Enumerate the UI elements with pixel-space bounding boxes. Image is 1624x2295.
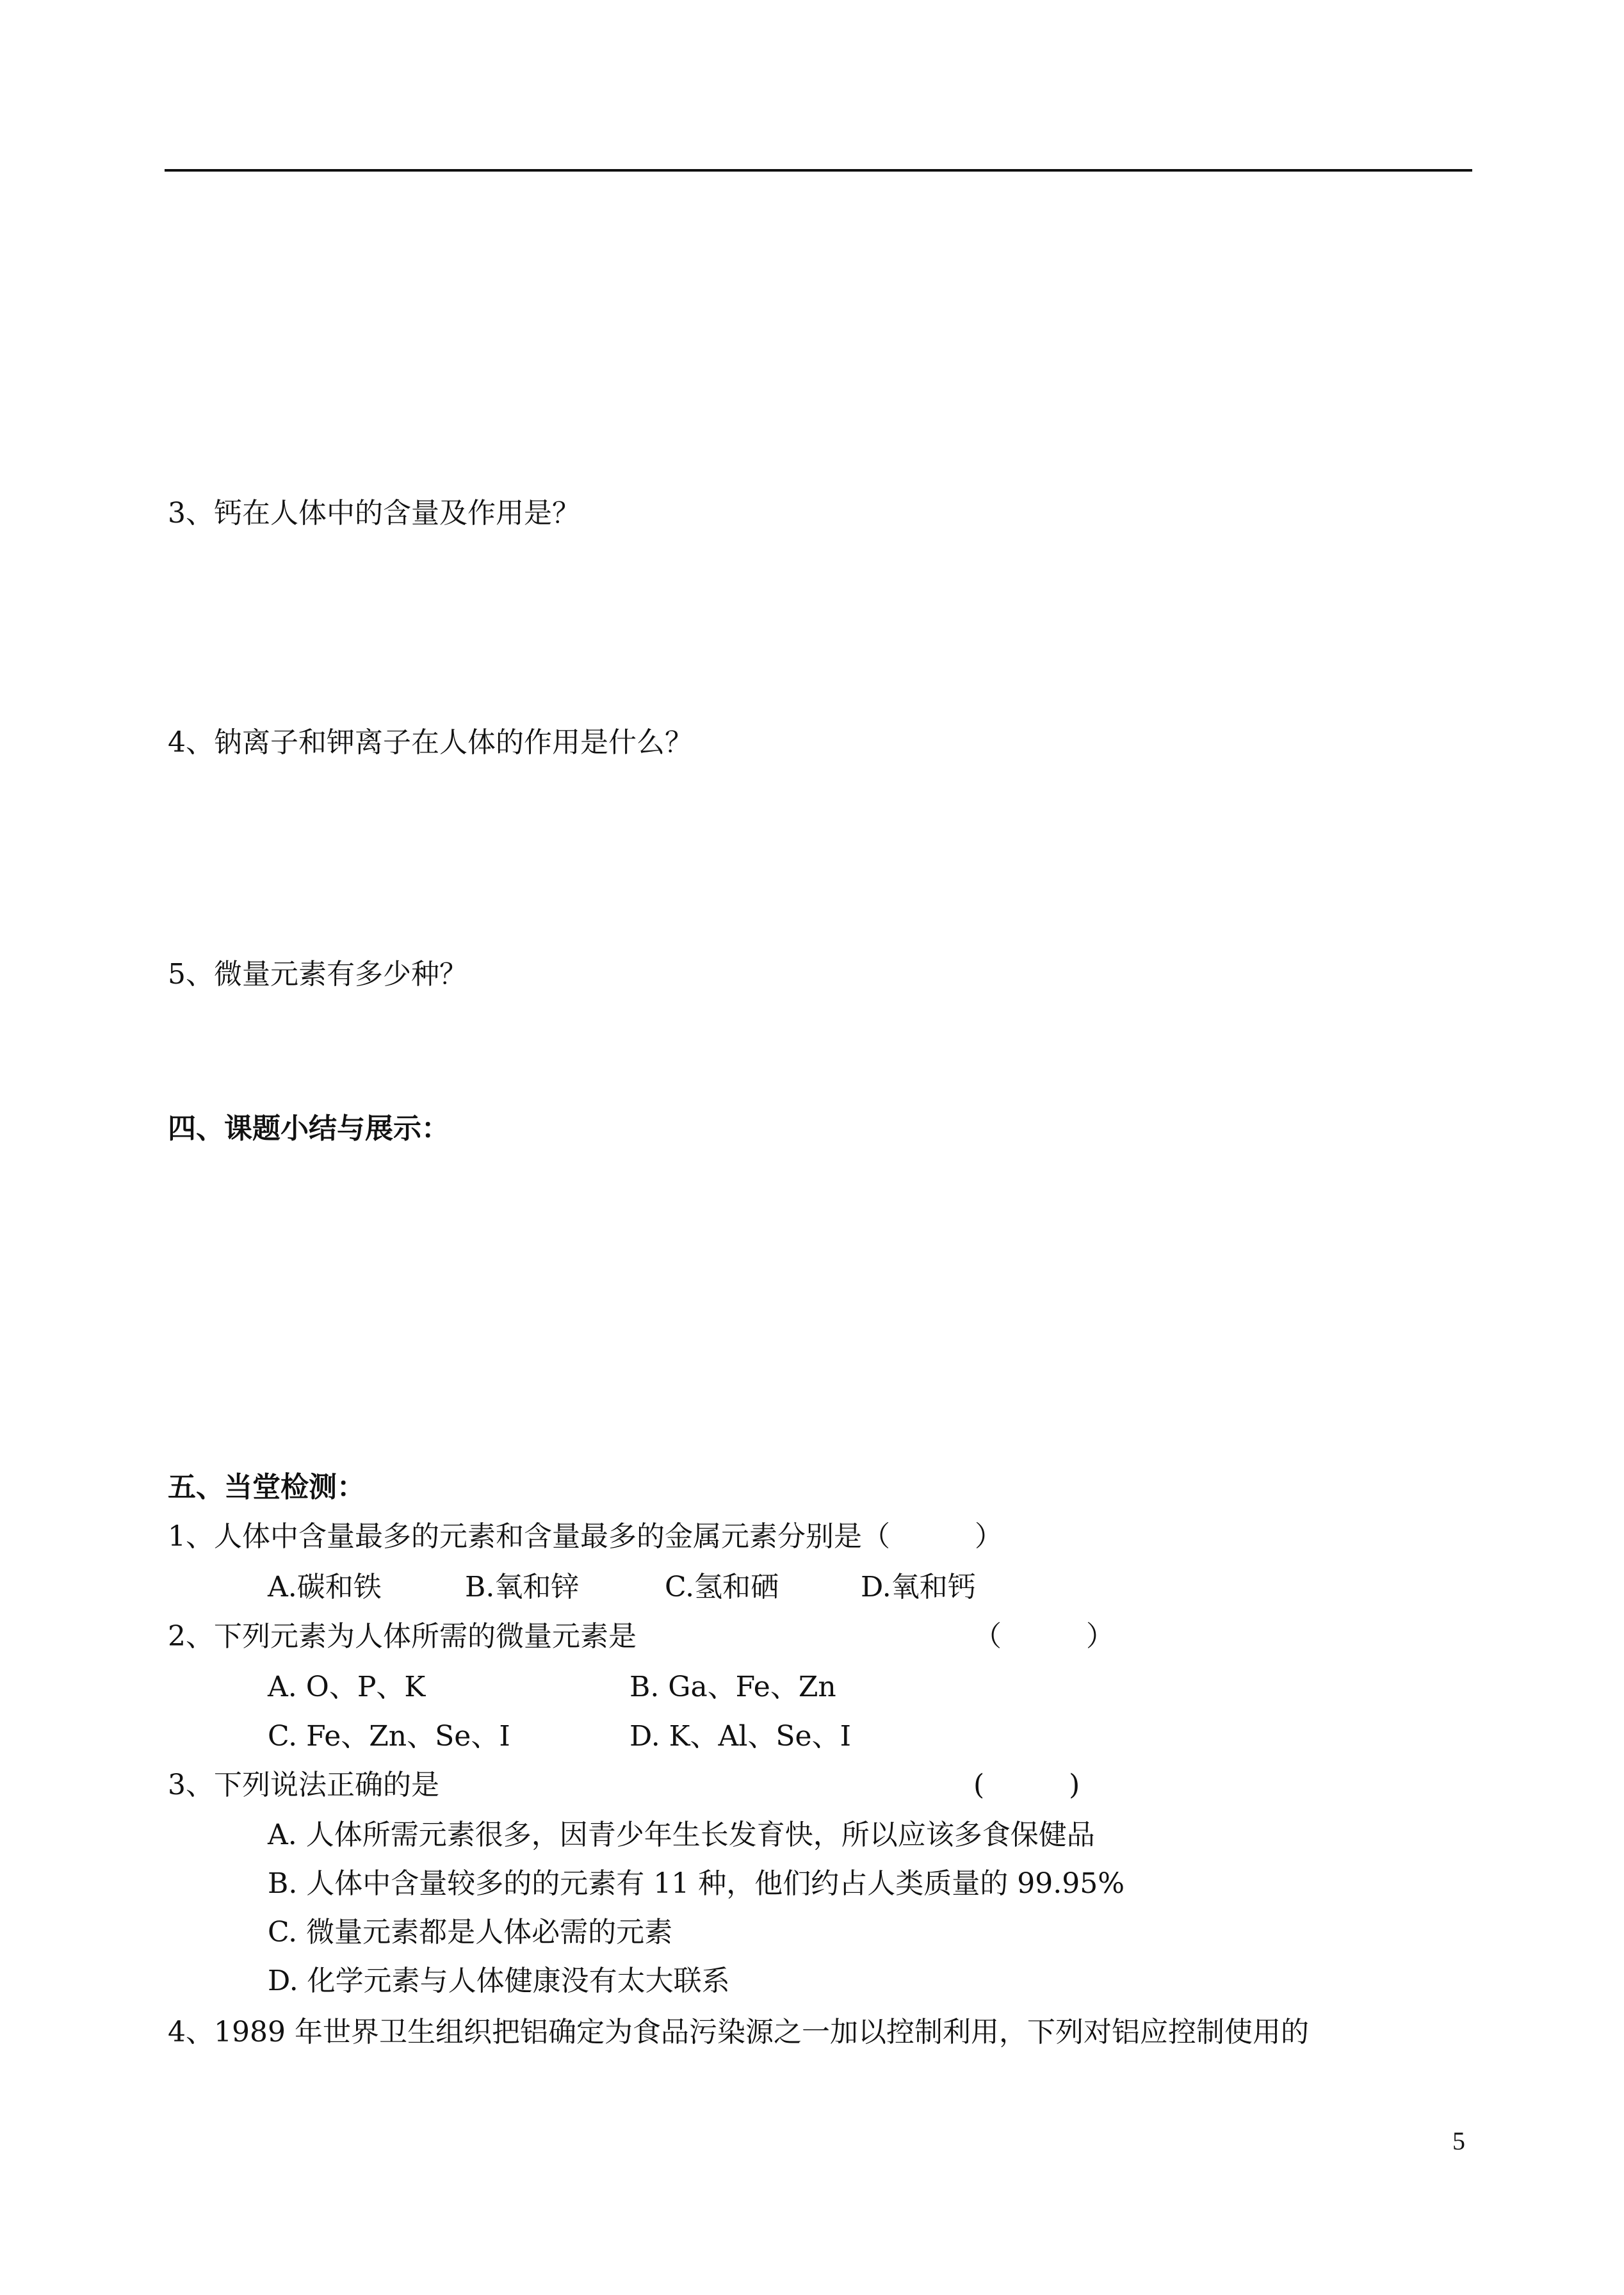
quiz-q3-option-c: C. 微量元素都是人体必需的元素 — [268, 1916, 673, 1949]
quiz-q1-option-c: C.氢和硒 — [665, 1571, 779, 1603]
quiz-q2-option-b: B. Ga、Fe、Zn — [629, 1671, 836, 1703]
question-4: 4、钠离子和钾离子在人体的作用是什么？ — [168, 726, 693, 759]
quiz-q1-option-b: B.氧和锌 — [465, 1571, 580, 1603]
header-rule — [165, 169, 1472, 172]
question-5: 5、微量元素有多少种？ — [168, 958, 467, 991]
quiz-q1-option-a: A.碳和铁 — [268, 1571, 382, 1603]
quiz-q3-option-d: D. 化学元素与人体健康没有太大联系 — [268, 1965, 730, 1997]
quiz-q1-option-d: D.氧和钙 — [861, 1571, 976, 1603]
quiz-q3-option-b: B. 人体中含量较多的的元素有 11 种，他们约占人类质量的 99.95% — [268, 1867, 1125, 1900]
quiz-q2-option-a: A. O、P、K — [268, 1671, 426, 1703]
quiz-q3-option-a: A. 人体所需元素很多，因青少年生长发育快，所以应该多食保健品 — [268, 1819, 1095, 1851]
page-number: 5 — [1452, 2127, 1465, 2155]
quiz-q2-bracket: （ ） — [973, 1620, 1114, 1653]
quiz-q2-option-c: C. Fe、Zn、Se、I — [268, 1720, 510, 1753]
quiz-q1-stem: 1、人体中含量最多的元素和含量最多的金属元素分别是（ ） — [168, 1520, 1003, 1553]
quiz-q4-stem: 4、1989 年世界卫生组织把铝确定为食品污染源之一加以控制利用，下列对铝应控制使用的 — [168, 2016, 1309, 2048]
section-5-title: 五、当堂检测： — [168, 1471, 365, 1504]
section-4-title: 四、课题小结与展示： — [168, 1112, 450, 1145]
quiz-q3-stem: 3、下列说法正确的是 — [168, 1769, 439, 1801]
question-3: 3、钙在人体中的含量及作用是？ — [168, 497, 580, 530]
quiz-q2-option-d: D. K、Al、Se、I — [629, 1720, 851, 1753]
quiz-q2-stem: 2、下列元素为人体所需的微量元素是 — [168, 1620, 637, 1653]
quiz-q3-bracket: ( ) — [973, 1769, 1080, 1801]
